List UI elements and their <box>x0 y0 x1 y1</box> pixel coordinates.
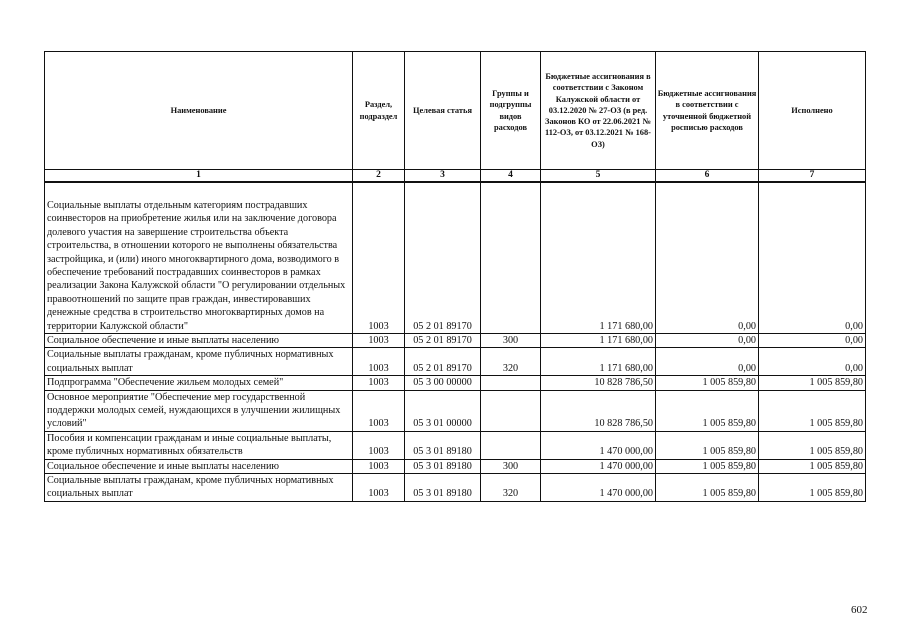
row-section: 1003 <box>353 334 405 348</box>
row-law-allocation: 1 171 680,00 <box>541 334 656 348</box>
row-target: 05 3 01 89180 <box>405 431 481 459</box>
header-target: Целевая статья <box>405 52 481 170</box>
row-executed: 1 005 859,80 <box>759 431 866 459</box>
row-name: Социальное обеспечение и иные выплаты населению <box>45 334 353 348</box>
row-law-allocation: 10 828 786,50 <box>541 390 656 431</box>
column-number: 2 <box>353 170 405 183</box>
row-target: 05 2 01 89170 <box>405 348 481 376</box>
row-executed: 1 005 859,80 <box>759 376 866 390</box>
page-number: 602 <box>851 604 868 616</box>
row-target: 05 3 01 89180 <box>405 459 481 473</box>
row-section: 1003 <box>353 390 405 431</box>
table-row <box>45 474 866 502</box>
column-number: 7 <box>759 170 866 183</box>
header-section: Раздел, подраздел <box>353 52 405 170</box>
table-row <box>45 182 866 334</box>
row-law-allocation: 1 470 000,00 <box>541 474 656 502</box>
row-refined-allocation: 1 005 859,80 <box>656 459 759 473</box>
header-executed: Исполнено <box>759 52 866 170</box>
row-executed: 0,00 <box>759 348 866 376</box>
row-group <box>481 390 541 431</box>
column-number: 1 <box>45 170 353 183</box>
column-number: 3 <box>405 170 481 183</box>
row-section: 1003 <box>353 182 405 334</box>
row-refined-allocation: 0,00 <box>656 348 759 376</box>
row-executed: 1 005 859,80 <box>759 459 866 473</box>
column-number-row <box>45 170 866 183</box>
row-refined-allocation: 1 005 859,80 <box>656 474 759 502</box>
row-group: 320 <box>481 474 541 502</box>
column-number: 5 <box>541 170 656 183</box>
table-row <box>45 390 866 431</box>
row-section: 1003 <box>353 459 405 473</box>
header-name: Наименование <box>45 52 353 170</box>
row-law-allocation: 1 470 000,00 <box>541 431 656 459</box>
row-law-allocation: 1 171 680,00 <box>541 182 656 334</box>
row-target: 05 3 01 00000 <box>405 390 481 431</box>
column-number: 4 <box>481 170 541 183</box>
row-target: 05 2 01 89170 <box>405 182 481 334</box>
row-name: Основное мероприятие "Обеспечение мер государственной поддержки молодых семей, нуждающихся в улучшении жилищных условий" <box>45 390 353 431</box>
row-refined-allocation: 1 005 859,80 <box>656 390 759 431</box>
table-row <box>45 334 866 348</box>
row-group <box>481 376 541 390</box>
row-refined-allocation: 0,00 <box>656 334 759 348</box>
row-executed: 0,00 <box>759 182 866 334</box>
header-refined-allocation: Бюджетные ассигнования в соответствии с уточненной бюджетной росписью расходов <box>656 52 759 170</box>
row-group: 320 <box>481 348 541 376</box>
row-executed: 1 005 859,80 <box>759 390 866 431</box>
row-group <box>481 182 541 334</box>
row-target: 05 2 01 89170 <box>405 334 481 348</box>
row-group <box>481 431 541 459</box>
row-name: Подпрограмма "Обеспечение жильем молодых семей" <box>45 376 353 390</box>
row-section: 1003 <box>353 474 405 502</box>
table-row <box>45 376 866 390</box>
row-law-allocation: 1 470 000,00 <box>541 459 656 473</box>
header-groups: Группы и подгруппы видов расходов <box>481 52 541 170</box>
table-row <box>45 459 866 473</box>
row-name: Социальные выплаты гражданам, кроме публичных нормативных социальных выплат <box>45 348 353 376</box>
row-law-allocation: 1 171 680,00 <box>541 348 656 376</box>
row-refined-allocation: 1 005 859,80 <box>656 431 759 459</box>
row-group: 300 <box>481 334 541 348</box>
row-section: 1003 <box>353 376 405 390</box>
row-law-allocation: 10 828 786,50 <box>541 376 656 390</box>
table-row <box>45 431 866 459</box>
row-refined-allocation: 0,00 <box>656 182 759 334</box>
table-row <box>45 348 866 376</box>
row-name: Пособия и компенсации гражданам и иные социальные выплаты, кроме публичных нормативных обязательств <box>45 431 353 459</box>
column-number: 6 <box>656 170 759 183</box>
row-target: 05 3 00 00000 <box>405 376 481 390</box>
row-target: 05 3 01 89180 <box>405 474 481 502</box>
row-group: 300 <box>481 459 541 473</box>
row-name: Социальное обеспечение и иные выплаты населению <box>45 459 353 473</box>
row-refined-allocation: 1 005 859,80 <box>656 376 759 390</box>
row-section: 1003 <box>353 348 405 376</box>
header-row <box>45 52 866 170</box>
row-name: Социальные выплаты гражданам, кроме публичных нормативных социальных выплат <box>45 474 353 502</box>
budget-table <box>44 51 866 502</box>
row-executed: 0,00 <box>759 334 866 348</box>
row-executed: 1 005 859,80 <box>759 474 866 502</box>
row-name: Социальные выплаты отдельным категориям пострадавших соинвесторов на приобретение жилья или на заключение договора долевого участия на завершение строительства объекта строительства, в отношении которого не выполнены обязательства застройщика, и (или) иного многоквартирного дома, возводимого в обеспечение требований пострадавших соинвесторов в рамках реализации Закона Калужской области "О регулировании отдельных правоотношений по защите прав граждан, инвестировавших денежные средства в строительство многоквартирных домов на территории Калужской области" <box>45 182 353 334</box>
header-law-allocation: Бюджетные ассигнования в соответствии с Законом Калужской области от 03.12.2020 № 27-ОЗ (в ред. Законов КО от 22.06.2021 № 112-ОЗ, от 03.12.2021 № 168-ОЗ) <box>541 52 656 170</box>
row-section: 1003 <box>353 431 405 459</box>
